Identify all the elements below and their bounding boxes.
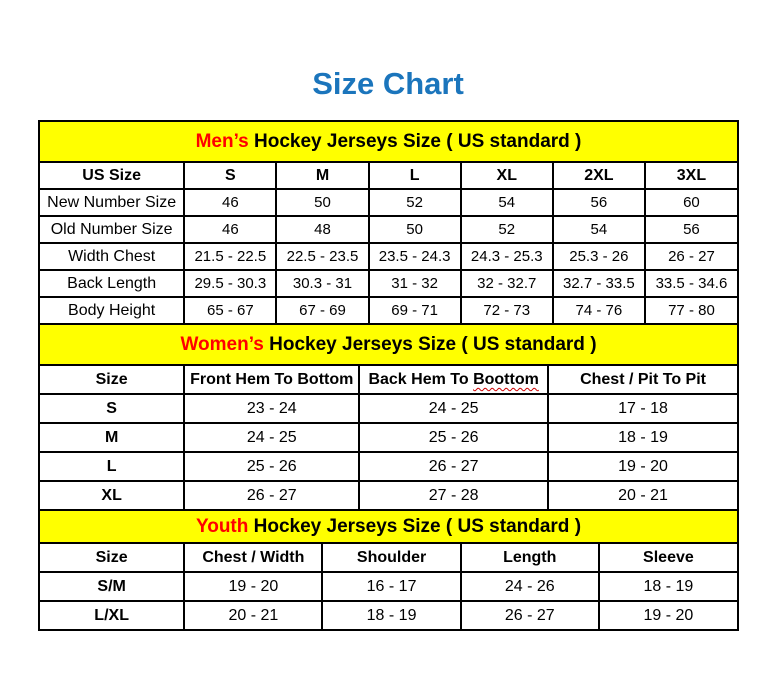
size-value-cell: 33.5 - 34.6 bbox=[645, 270, 737, 297]
size-value-cell: 18 - 19 bbox=[548, 423, 737, 452]
table-row bbox=[40, 452, 737, 481]
size-value-cell: 65 - 67 bbox=[184, 297, 276, 323]
row-label: S bbox=[40, 394, 184, 423]
column-header: Sleeve bbox=[599, 544, 737, 572]
size-value-cell: 29.5 - 30.3 bbox=[184, 270, 276, 297]
row-label: XL bbox=[40, 481, 184, 509]
header-row bbox=[40, 544, 737, 572]
size-tables bbox=[38, 120, 739, 631]
column-header: US Size bbox=[40, 163, 184, 189]
size-value-cell: 50 bbox=[369, 216, 461, 243]
column-header: Size bbox=[40, 544, 184, 572]
size-value-cell: 23 - 24 bbox=[184, 394, 359, 423]
size-value-cell: 54 bbox=[461, 189, 553, 216]
row-label: Body Height bbox=[40, 297, 184, 323]
size-value-cell: 32.7 - 33.5 bbox=[553, 270, 645, 297]
column-header: Size bbox=[40, 366, 184, 394]
size-value-cell: 24.3 - 25.3 bbox=[461, 243, 553, 270]
column-header: S bbox=[184, 163, 276, 189]
size-value-cell: 56 bbox=[553, 189, 645, 216]
size-value-cell: 26 - 27 bbox=[461, 601, 599, 629]
size-value-cell: 26 - 27 bbox=[645, 243, 737, 270]
table-row bbox=[40, 481, 737, 509]
size-value-cell: 56 bbox=[645, 216, 737, 243]
size-value-cell: 74 - 76 bbox=[553, 297, 645, 323]
row-label: M bbox=[40, 423, 184, 452]
column-header: Shoulder bbox=[322, 544, 460, 572]
mens-section-header bbox=[40, 122, 737, 163]
table-row bbox=[40, 270, 737, 297]
size-value-cell: 30.3 - 31 bbox=[276, 270, 368, 297]
size-value-cell: 31 - 32 bbox=[369, 270, 461, 297]
size-value-cell: 26 - 27 bbox=[184, 481, 359, 509]
womens-size-table bbox=[40, 366, 737, 509]
page-title: Size Chart bbox=[312, 66, 464, 101]
youth-section-title: Hockey Jerseys Size ( US standard ) bbox=[248, 516, 582, 537]
womens-section-title: Hockey Jerseys Size ( US standard ) bbox=[263, 334, 597, 355]
size-value-cell: 21.5 - 22.5 bbox=[184, 243, 276, 270]
size-value-cell: 72 - 73 bbox=[461, 297, 553, 323]
size-value-cell: 24 - 25 bbox=[184, 423, 359, 452]
size-value-cell: 19 - 20 bbox=[548, 452, 737, 481]
size-value-cell: 17 - 18 bbox=[548, 394, 737, 423]
size-value-cell: 24 - 25 bbox=[359, 394, 548, 423]
table-row bbox=[40, 189, 737, 216]
youth-section-header bbox=[40, 509, 737, 544]
size-value-cell: 50 bbox=[276, 189, 368, 216]
size-value-cell: 27 - 28 bbox=[359, 481, 548, 509]
mens-size-table bbox=[40, 163, 737, 323]
size-value-cell: 25 - 26 bbox=[184, 452, 359, 481]
size-value-cell: 52 bbox=[461, 216, 553, 243]
column-header: L bbox=[369, 163, 461, 189]
column-header: M bbox=[276, 163, 368, 189]
size-value-cell: 19 - 20 bbox=[184, 572, 322, 601]
size-value-cell: 20 - 21 bbox=[548, 481, 737, 509]
size-value-cell: 77 - 80 bbox=[645, 297, 737, 323]
size-value-cell: 54 bbox=[553, 216, 645, 243]
column-header: Front Hem To Bottom bbox=[184, 366, 359, 394]
size-value-cell: 25.3 - 26 bbox=[553, 243, 645, 270]
size-value-cell: 25 - 26 bbox=[359, 423, 548, 452]
size-value-cell: 26 - 27 bbox=[359, 452, 548, 481]
row-label: Back Length bbox=[40, 270, 184, 297]
mens-section-title: Hockey Jerseys Size ( US standard ) bbox=[248, 131, 582, 152]
table-row bbox=[40, 572, 737, 601]
size-value-cell: 18 - 19 bbox=[322, 601, 460, 629]
size-value-cell: 67 - 69 bbox=[276, 297, 368, 323]
womens-section-highlight: Women’s bbox=[180, 334, 264, 355]
size-value-cell: 52 bbox=[369, 189, 461, 216]
table-row bbox=[40, 297, 737, 323]
table-row bbox=[40, 243, 737, 270]
womens-section-header bbox=[40, 323, 737, 366]
size-value-cell: 46 bbox=[184, 216, 276, 243]
misspelled-word: Boottom bbox=[473, 371, 539, 388]
column-header: XL bbox=[461, 163, 553, 189]
size-value-cell: 19 - 20 bbox=[599, 601, 737, 629]
size-value-cell: 20 - 21 bbox=[184, 601, 322, 629]
size-value-cell: 48 bbox=[276, 216, 368, 243]
column-header: Back Hem To Boottom bbox=[359, 366, 548, 394]
size-value-cell: 60 bbox=[645, 189, 737, 216]
column-header: 3XL bbox=[645, 163, 737, 189]
size-value-cell: 16 - 17 bbox=[322, 572, 460, 601]
table-row bbox=[40, 601, 737, 629]
size-value-cell: 18 - 19 bbox=[599, 572, 737, 601]
table-row bbox=[40, 423, 737, 452]
header-row bbox=[40, 366, 737, 394]
column-header: Length bbox=[461, 544, 599, 572]
header-row bbox=[40, 163, 737, 189]
mens-section-highlight: Men’s bbox=[195, 131, 249, 152]
row-label: L/XL bbox=[40, 601, 184, 629]
table-row bbox=[40, 216, 737, 243]
size-value-cell: 24 - 26 bbox=[461, 572, 599, 601]
row-label: New Number Size bbox=[40, 189, 184, 216]
size-value-cell: 23.5 - 24.3 bbox=[369, 243, 461, 270]
column-header: Chest / Pit To Pit bbox=[548, 366, 737, 394]
youth-section-highlight: Youth bbox=[195, 516, 249, 537]
size-value-cell: 22.5 - 23.5 bbox=[276, 243, 368, 270]
size-value-cell: 32 - 32.7 bbox=[461, 270, 553, 297]
table-row bbox=[40, 394, 737, 423]
row-label: L bbox=[40, 452, 184, 481]
column-header: Chest / Width bbox=[184, 544, 322, 572]
column-header: 2XL bbox=[553, 163, 645, 189]
size-value-cell: 46 bbox=[184, 189, 276, 216]
row-label: S/M bbox=[40, 572, 184, 601]
youth-size-table bbox=[40, 544, 737, 629]
size-value-cell: 69 - 71 bbox=[369, 297, 461, 323]
row-label: Width Chest bbox=[40, 243, 184, 270]
row-label: Old Number Size bbox=[40, 216, 184, 243]
